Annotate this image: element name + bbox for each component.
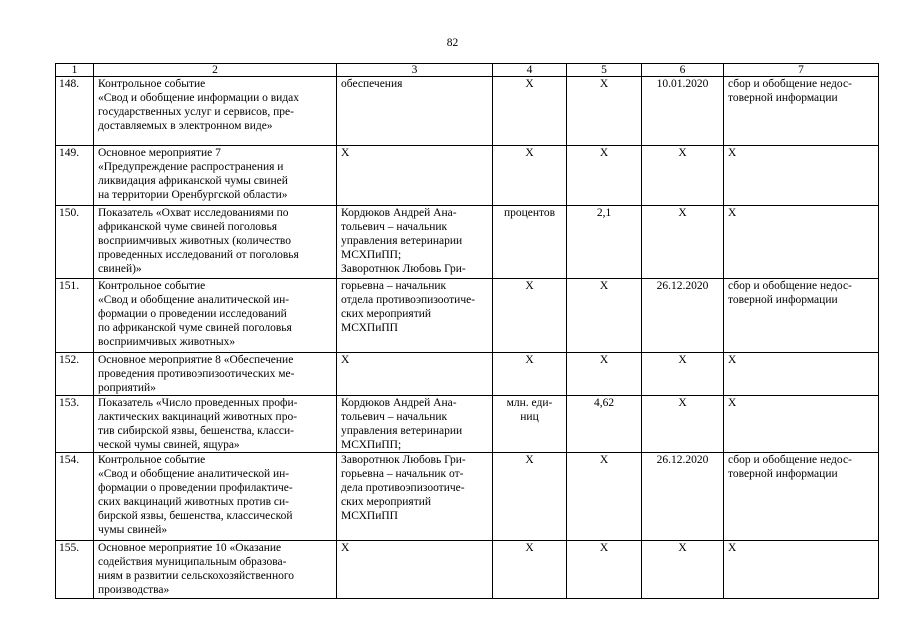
- cell-text-line: 2,1: [596, 207, 612, 219]
- row-number: 152.: [56, 353, 94, 396]
- value-cell: [567, 279, 642, 353]
- cell-text-line: 26.12.2020: [656, 454, 709, 466]
- cell-text-line: Контрольное событие: [98, 280, 206, 292]
- responsible-cell: [337, 453, 493, 541]
- cell-text-line: товерной информации: [728, 92, 838, 104]
- unit-cell: [493, 279, 567, 353]
- cell-text-line: X: [599, 280, 609, 292]
- cell-text-line: Контрольное событие: [98, 78, 206, 90]
- unit-cell: [493, 77, 567, 146]
- risk-cell: [724, 396, 879, 453]
- date-cell: [642, 279, 724, 353]
- responsible-cell: [337, 77, 493, 146]
- cell-text-line: МСХПиПП: [341, 510, 398, 522]
- cell-text-line: процентов: [503, 207, 556, 219]
- cell-text-line: управления ветеринарии: [341, 235, 463, 247]
- cell-text-line: X: [728, 147, 737, 159]
- value-cell: [567, 541, 642, 599]
- cell-text-line: производства»: [98, 584, 170, 596]
- risk-cell: [724, 77, 879, 146]
- cell-text-line: восприимчивых животных (количество: [98, 235, 292, 247]
- row-number: 153.: [56, 396, 94, 453]
- cell-text-line: содействия муниципальным образова-: [98, 556, 287, 568]
- cell-text-line: формации о проведении профилактиче-: [98, 482, 293, 494]
- table-row: [56, 453, 879, 541]
- cell-text-line: Контрольное событие: [98, 454, 206, 466]
- cell-text-line: тольевич – начальник: [341, 221, 448, 233]
- cell-text-line: X: [728, 354, 737, 366]
- column-header: 2: [94, 64, 337, 77]
- cell-text-line: X: [525, 78, 534, 90]
- column-header: 1: [56, 64, 94, 77]
- unit-cell: [493, 541, 567, 599]
- cell-text-line: «Предупреждение распространения и: [98, 161, 284, 173]
- cell-text-line: роприятий»: [98, 382, 156, 394]
- cell-text-line: бирской язвы, бешенства, классической: [98, 510, 293, 522]
- cell-text-line: отдела противоэпизоотиче-: [341, 294, 476, 306]
- responsible-cell: [337, 146, 493, 206]
- value-cell: [567, 353, 642, 396]
- cell-text-line: X: [341, 542, 350, 554]
- document-table: [55, 63, 879, 599]
- cell-text-line: проведения противоэпизоотических ме-: [98, 368, 295, 380]
- risk-cell: [724, 453, 879, 541]
- cell-text-line: МСХПиПП;: [341, 439, 402, 451]
- column-header: 7: [724, 64, 879, 77]
- cell-text-line: X: [525, 147, 534, 159]
- cell-text-line: ских вакцинаций животных против си-: [98, 496, 290, 508]
- row-number: 148.: [56, 77, 94, 146]
- responsible-cell: [337, 396, 493, 453]
- cell-text-line: X: [525, 542, 534, 554]
- cell-text-line: по африканской чуме свиней поголовья: [98, 322, 292, 334]
- description-cell: [94, 279, 337, 353]
- cell-text-line: государственных услуг и сервисов, пре-: [98, 106, 294, 118]
- value-cell: [567, 396, 642, 453]
- cell-text-line: X: [599, 354, 609, 366]
- table-row: [56, 279, 879, 353]
- cell-text-line: «Свод и обобщение аналитической ин-: [98, 468, 290, 480]
- date-cell: [642, 206, 724, 279]
- cell-text-line: X: [525, 454, 534, 466]
- description-cell: [94, 453, 337, 541]
- responsible-cell: [337, 541, 493, 599]
- cell-text-line: сбор и обобщение недос-: [728, 280, 852, 292]
- cell-text-line: дела противоэпизоотиче-: [341, 482, 465, 494]
- cell-text-line: Показатель «Охват исследованиями по: [98, 207, 289, 219]
- table-row: [56, 146, 879, 206]
- cell-text-line: ликвидация африканской чумы свиней: [98, 175, 288, 187]
- page-number: 82: [446, 37, 459, 49]
- unit-cell: [493, 146, 567, 206]
- cell-text-line: X: [341, 354, 350, 366]
- table-row: [56, 541, 879, 599]
- cell-text-line: МСХПиПП;: [341, 249, 402, 261]
- responsible-cell: [337, 206, 493, 279]
- cell-text-line: X: [678, 542, 687, 554]
- risk-cell: [724, 146, 879, 206]
- description-cell: [94, 396, 337, 453]
- column-header: 6: [642, 64, 724, 77]
- date-cell: [642, 353, 724, 396]
- cell-text-line: ческой чумы свиней, ящура»: [98, 439, 240, 451]
- cell-text-line: X: [678, 354, 687, 366]
- description-cell: [94, 77, 337, 146]
- cell-text-line: X: [599, 454, 609, 466]
- cell-text-line: 10.01.2020: [656, 78, 709, 90]
- row-number: 154.: [56, 453, 94, 541]
- cell-text-line: восприимчивых животных»: [98, 336, 236, 348]
- responsible-cell: [337, 279, 493, 353]
- cell-text-line: Основное мероприятие 8 «Обеспечение: [98, 354, 294, 366]
- cell-text-line: млн. еди-: [506, 397, 553, 409]
- risk-cell: [724, 206, 879, 279]
- date-cell: [642, 77, 724, 146]
- table-row: [56, 77, 879, 146]
- cell-text-line: 4,62: [593, 397, 615, 409]
- cell-text-line: формации о проведении исследований: [98, 308, 287, 320]
- cell-text-line: ских мероприятий: [341, 496, 432, 508]
- cell-text-line: X: [728, 397, 737, 409]
- cell-text-line: товерной информации: [728, 468, 838, 480]
- cell-text-line: доставляемых в электронном виде»: [98, 120, 273, 132]
- row-number: 150.: [56, 206, 94, 279]
- unit-cell: [493, 206, 567, 279]
- risk-cell: [724, 279, 879, 353]
- unit-cell: [493, 453, 567, 541]
- cell-text-line: X: [599, 147, 609, 159]
- description-cell: [94, 541, 337, 599]
- description-cell: [94, 353, 337, 396]
- cell-text-line: проведенных исследований от поголовья: [98, 249, 299, 261]
- row-number: 151.: [56, 279, 94, 353]
- date-cell: [642, 396, 724, 453]
- cell-text-line: тив сибирской язвы, бешенства, класси-: [98, 425, 294, 437]
- cell-text-line: обеспечения: [341, 78, 403, 90]
- cell-text-line: ниям в развитии сельскохозяйственного: [98, 570, 295, 582]
- cell-text-line: африканской чуме свиней поголовья: [98, 221, 278, 233]
- cell-text-line: «Свод и обобщение аналитической ин-: [98, 294, 290, 306]
- description-cell: [94, 206, 337, 279]
- cell-text-line: X: [678, 397, 687, 409]
- value-cell: [567, 453, 642, 541]
- cell-text-line: ских мероприятий: [341, 308, 432, 320]
- cell-text-line: горьевна – начальник: [341, 280, 447, 292]
- cell-text-line: Основное мероприятие 10 «Оказание: [98, 542, 282, 554]
- cell-text-line: X: [525, 354, 534, 366]
- cell-text-line: чумы свиней»: [98, 524, 168, 536]
- value-cell: [567, 77, 642, 146]
- cell-text-line: горьевна – начальник от-: [341, 468, 464, 480]
- risk-cell: [724, 541, 879, 599]
- cell-text-line: X: [728, 542, 737, 554]
- responsible-cell: [337, 353, 493, 396]
- risk-cell: [724, 353, 879, 396]
- description-cell: [94, 146, 337, 206]
- unit-cell: [493, 353, 567, 396]
- cell-text-line: сбор и обобщение недос-: [728, 78, 852, 90]
- table-row: [56, 353, 879, 396]
- cell-text-line: X: [678, 207, 687, 219]
- unit-cell: [493, 396, 567, 453]
- cell-text-line: Показатель «Число проведенных профи-: [98, 397, 298, 409]
- cell-text-line: ниц: [520, 411, 539, 423]
- table-header-row: [56, 64, 879, 77]
- date-cell: [642, 541, 724, 599]
- value-cell: [567, 146, 642, 206]
- cell-text-line: Основное мероприятие 7: [98, 147, 221, 159]
- cell-text-line: X: [728, 207, 737, 219]
- cell-text-line: X: [341, 147, 350, 159]
- column-header: 4: [493, 64, 567, 77]
- cell-text-line: Заворотнюк Любовь Гри-: [341, 263, 466, 275]
- cell-text-line: управления ветеринарии: [341, 425, 463, 437]
- column-header: 3: [337, 64, 493, 77]
- cell-text-line: «Свод и обобщение информации о видах: [98, 92, 300, 104]
- cell-text-line: Заворотнюк Любовь Гри-: [341, 454, 466, 466]
- row-number: 155.: [56, 541, 94, 599]
- cell-text-line: X: [525, 280, 534, 292]
- cell-text-line: МСХПиПП: [341, 322, 398, 334]
- table-row: [56, 206, 879, 279]
- cell-text-line: 26.12.2020: [656, 280, 709, 292]
- column-header: 5: [567, 64, 642, 77]
- table-row: [56, 396, 879, 453]
- cell-text-line: сбор и обобщение недос-: [728, 454, 852, 466]
- cell-text-line: лактических вакцинаций животных про-: [98, 411, 298, 423]
- cell-text-line: Кордюков Андрей Ана-: [341, 397, 457, 409]
- value-cell: [567, 206, 642, 279]
- date-cell: [642, 146, 724, 206]
- date-cell: [642, 453, 724, 541]
- cell-text-line: на территории Оренбургской области»: [98, 189, 288, 201]
- cell-text-line: тольевич – начальник: [341, 411, 448, 423]
- cell-text-line: X: [599, 542, 609, 554]
- cell-text-line: Кордюков Андрей Ана-: [341, 207, 457, 219]
- cell-text-line: X: [599, 78, 609, 90]
- cell-text-line: свиней)»: [98, 263, 142, 275]
- cell-text-line: X: [678, 147, 687, 159]
- row-number: 149.: [56, 146, 94, 206]
- cell-text-line: товерной информации: [728, 294, 838, 306]
